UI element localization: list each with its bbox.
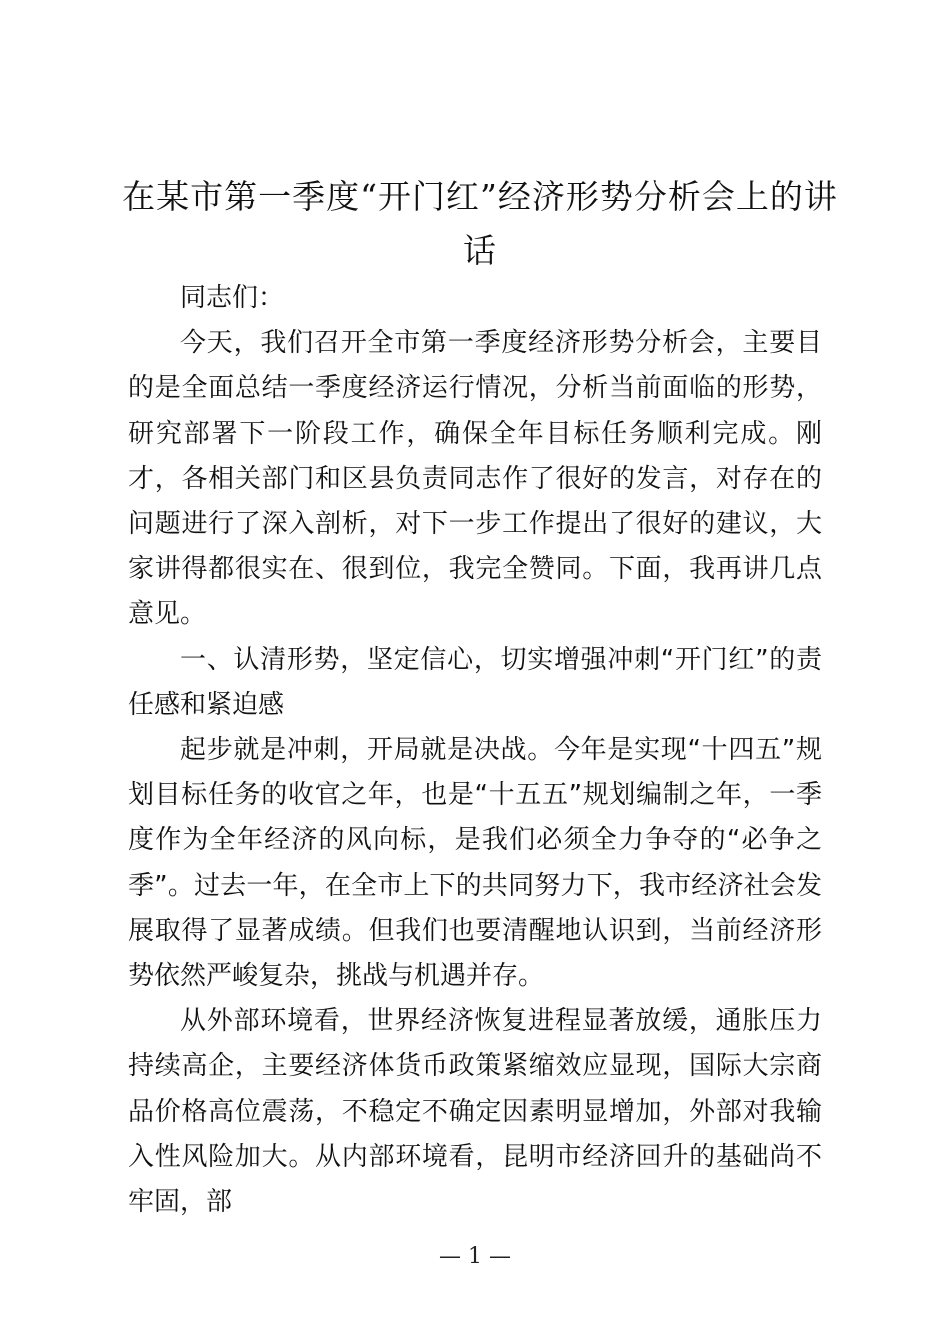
document-title: 在某市第一季度“开门红”经济形势分析会上的讲话	[122, 177, 838, 270]
paragraph-intro: 今天，我们召开全市第一季度经济形势分析会，主要目的是全面总结一季度经济运行情况，分析当前面临的形势，研究部署下一阶段工作，确保全年目标任务顺利完成。刚才，各相关部门和区县负责同志作了很好的发言，对存在的问题进行了深入剖析，对下一步工作提出了很好的建议，大家讲得都很实在、很到位，我完全赞同。下面，我再讲几点意见。	[128, 328, 822, 630]
paragraph-environment: 从外部环境看，世界经济恢复进程显著放缓，通胀压力持续高企，主要经济体货币政策紧缩效应显现，国际大宗商品价格高位震荡，不稳定不确定因素明显增加，外部对我输入性风险加大。从内部环境看，昆明市经济回升的基础尚不牢固，部	[128, 1006, 822, 1218]
page-number: — 1 —	[439, 1244, 511, 1269]
salutation: 同志们：	[180, 283, 285, 313]
section-heading-1: 一、认清形势，坚定信心，切实增强冲刺“开门红”的责任感和紧迫感	[128, 644, 822, 720]
document-body	[128, 276, 822, 1225]
paragraph-situation: 起步就是冲刺，开局就是决战。今年是实现“十四五”规划目标任务的收官之年，也是“十五五”规划编制之年，一季度作为全年经济的风向标，是我们必须全力争夺的“必争之季”。过去一年，在全市上下的共同努力下，我市经济社会发展取得了显著成绩。但我们也要清醒地认识到，当前经济形势依然严峻复杂，挑战与机遇并存。	[128, 735, 822, 992]
